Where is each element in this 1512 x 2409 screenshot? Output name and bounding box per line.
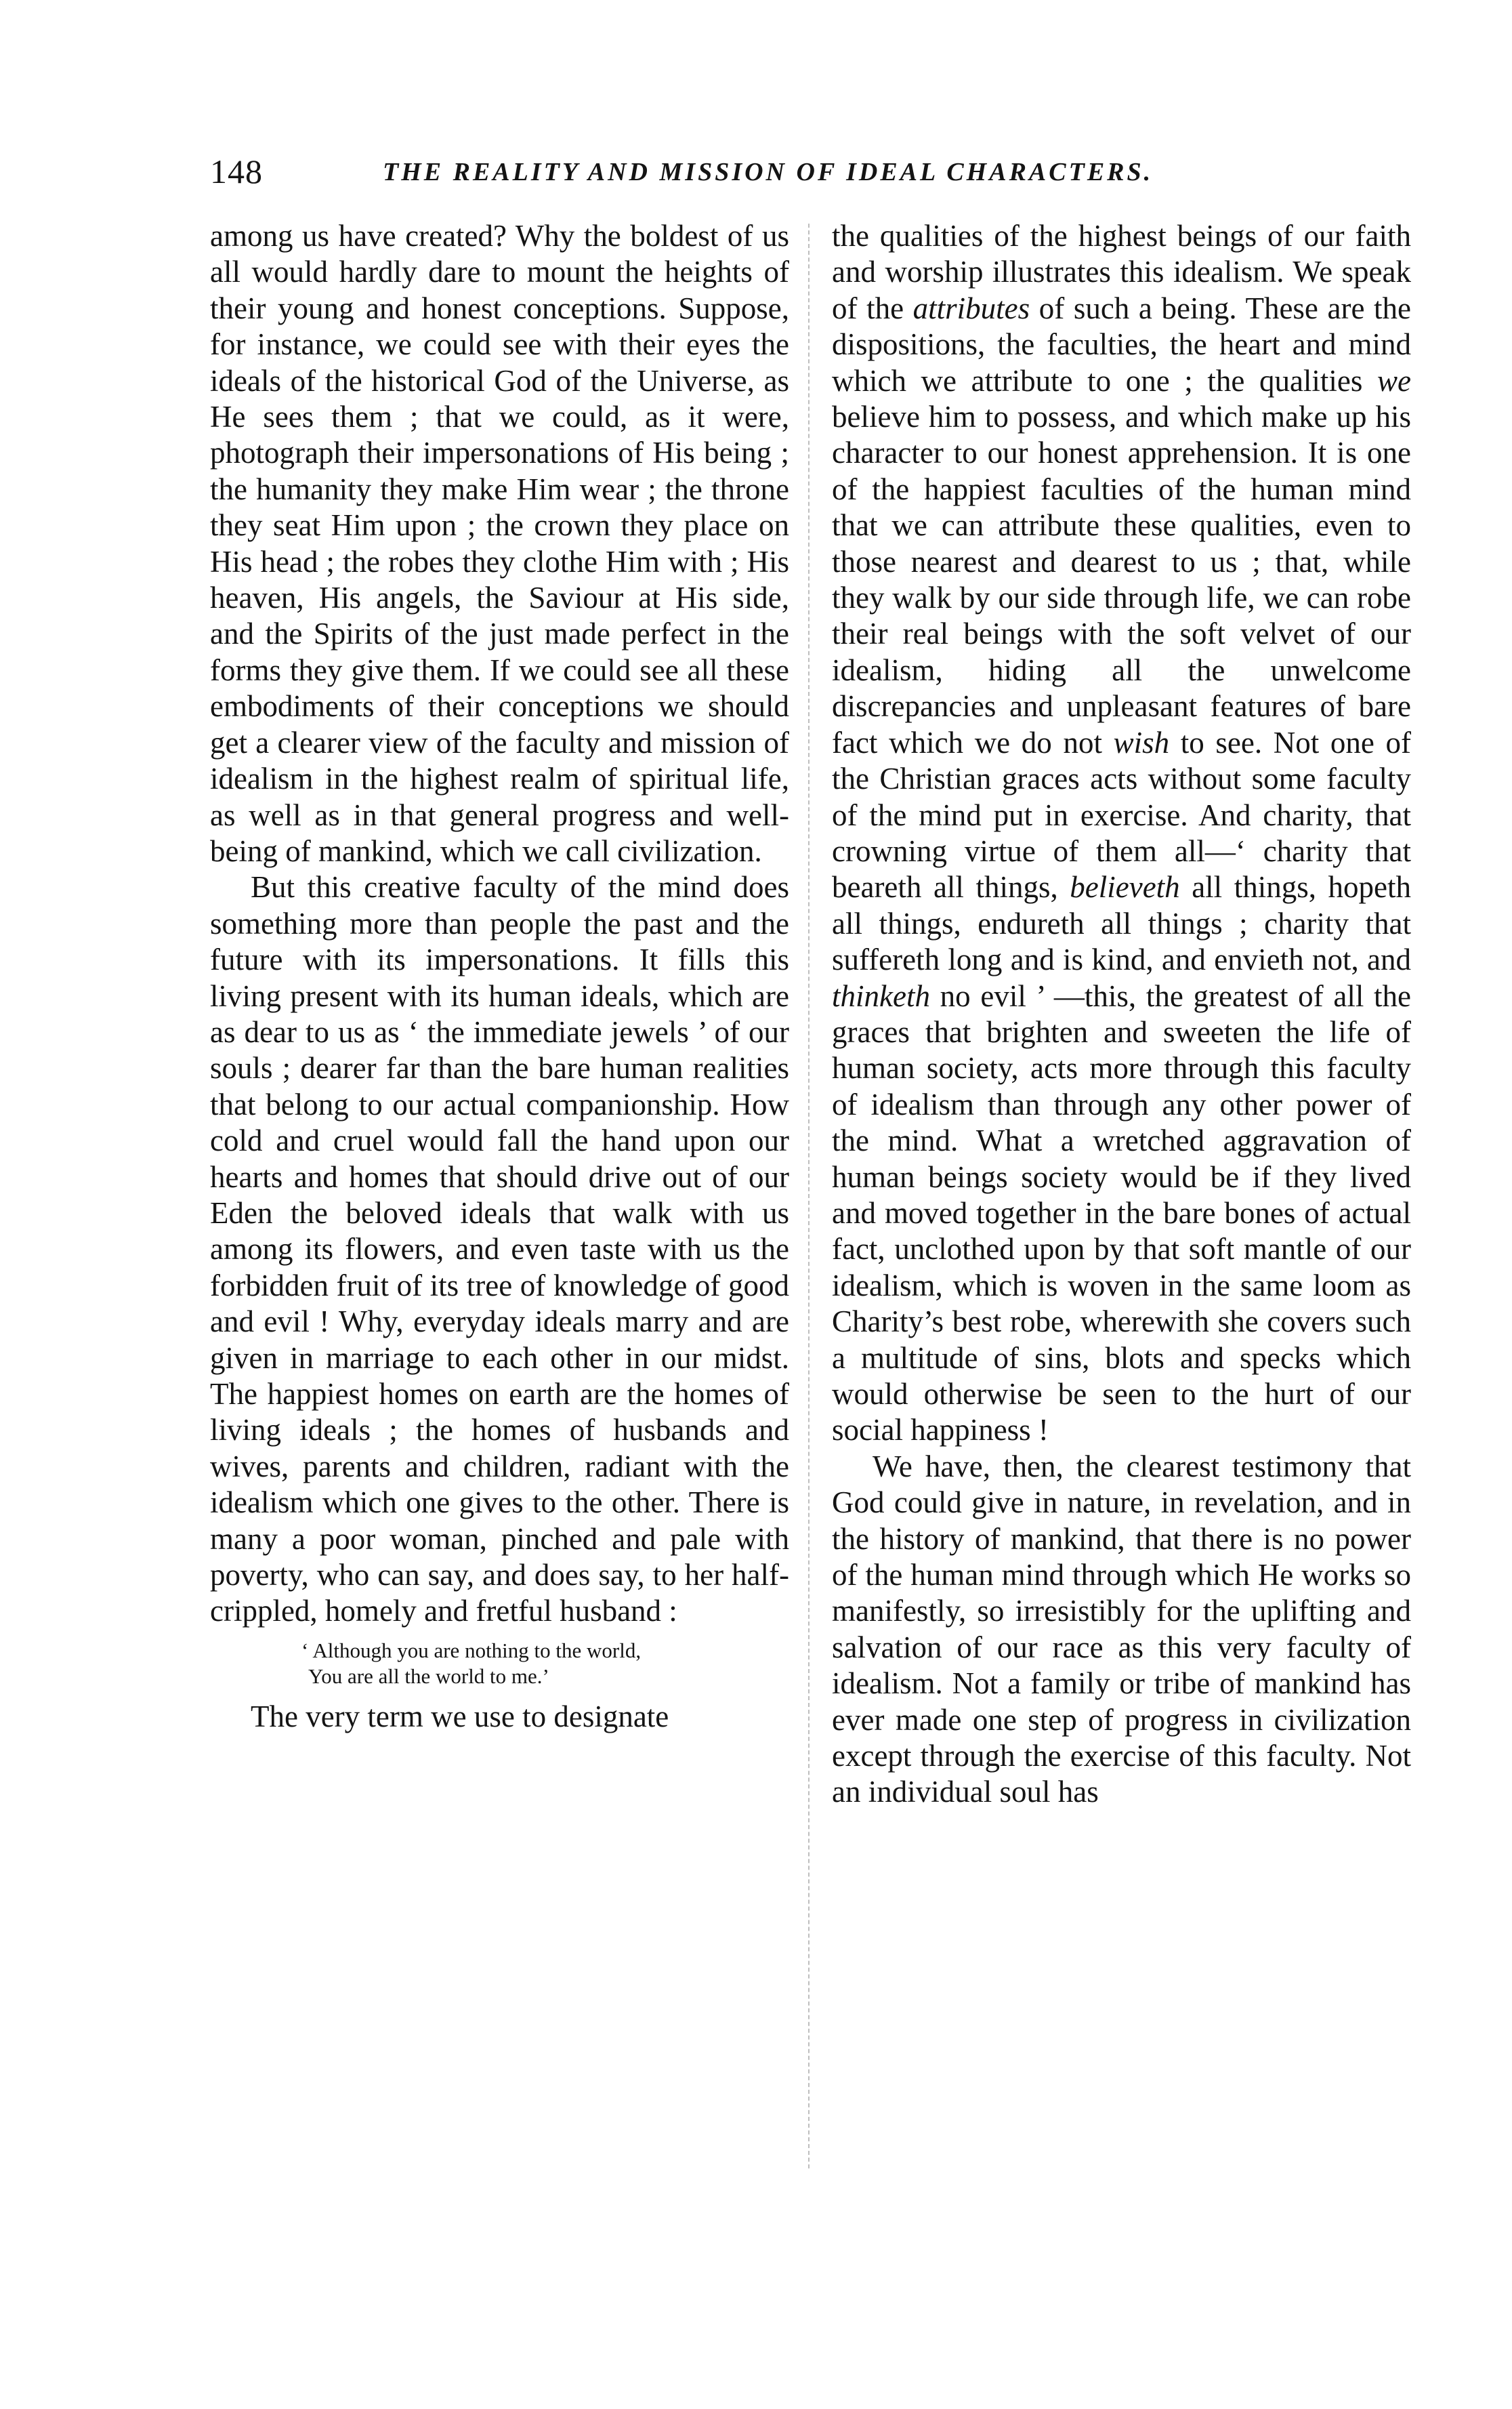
text-run: of such a being. These are the dispositions, the faculties, the heart and mind which we attribute to one ; the qualities <box>832 291 1411 398</box>
right-paragraph-2: We have, then, the clearest testimony that God could give in nature, in revelation, and in the history of mankind, that there is no power of the human mind through which He works so manifestly, so irresistibly for the uplifting and salvation of our race as this very faculty of idealism. Not a family or tribe of mankind has ever made one step of progress in civilization except through the exercise of this faculty. Not an individual soul has <box>832 1449 1411 1809</box>
page-number: 148 <box>210 152 263 190</box>
text-run: all things, hopeth all things, endureth all things ; charity that suffereth long and is kind, and envieth not, and <box>832 870 1411 977</box>
emphasis-believeth: believeth <box>1070 870 1180 905</box>
text-run: to see. Not one of the Christian graces acts without some faculty of the mind put in exercise. And charity, that crowning virtue of them all—‘ charity that beareth all things, <box>832 725 1411 905</box>
text-run: no evil ’ —this, the greatest of all the graces that brighten and sweeten the life of human society, acts more through this faculty of idealism than through any other power of the mind. What a wretched aggravation of human beings society would be if they lived and moved together in the bare bones of actual fact, unclothed upon by that soft mantle of our idealism, which is woven in the same loom as Charity’s best robe, wherewith she covers such a multitude of sins, blots and specks which would otherwise be seen to the hurt of our social happiness ! <box>832 979 1411 1447</box>
left-paragraph-2: But this creative faculty of the mind does something more than people the past and the future with its impersonations. It fills this living present with its human ideals, which are as dear to us as ‘ the immediate jewels ’ of our souls ; dearer far than the bare human realities that belong to our actual companionship. How cold and cruel would fall the hand upon our hearts and homes that should drive out of our Eden the beloved ideals that walk with us among its flowers, and even taste with us the forbidden fruit of its tree of knowledge of good and evil ! Why, everyday ideals marry and are given in marriage to each other in our midst. The happiest homes on earth are the homes of living ideals ; the homes of husbands and wives, parents and children, radiant with the idealism which one gives to the other. There is many a poor woman, pinched and pale with poverty, who can say, and does say, to her half-crippled, homely and fretful husband : <box>210 870 789 1628</box>
emphasis-attributes: attributes <box>912 291 1030 325</box>
emphasis-we: we <box>1377 363 1411 398</box>
verse-quote <box>210 1638 789 1689</box>
text-run: believe him to possess, and which make up his character to our honest apprehension. It is one of the happiest faculties of the human mind that we can attribute these qualities, even to those nearest and dearest to us ; that, while they walk by our side through life, we can robe their real beings with the soft velvet of our idealism, hiding all the unwelcome discrepancies and unpleasant features of bare fact which we do not <box>832 400 1411 760</box>
text-run: the qualities of the highest beings of our faith and worship illustrates this idealism. We speak of the <box>832 219 1411 325</box>
verse-line-2: You are all the world to me.’ <box>308 1664 549 1688</box>
left-paragraph-1: among us have created? Why the boldest of us all would hardly dare to mount the heights of their young and honest conceptions. Suppose, for instance, we could see with their eyes the ideals of the historical God of the Universe, as He sees them ; that we could, as it were, photograph their impersonations of His being ; the humanity they make Him wear ; the throne they seat Him upon ; the crown they place on His head ; the robes they clothe Him with ; His heaven, His angels, the Saviour at His side, and the Spirits of the just made perfect in the forms they give them. If we could see all these embodiments of their conceptions we should get a clearer view of the faculty and mission of idealism in the highest realm of spiritual life, as well as in that general progress and well-being of mankind, which we call civilization. <box>210 219 789 868</box>
column-divider <box>808 224 810 2168</box>
right-paragraph-1 <box>832 218 1411 1449</box>
left-paragraph-3: The very term we use to designate <box>251 1699 669 1733</box>
emphasis-wish: wish <box>1113 725 1170 760</box>
right-column <box>832 218 1411 1811</box>
emphasis-thinketh: thinketh <box>832 979 930 1013</box>
verse-line-1: ‘ Although you are nothing to the world, <box>301 1638 642 1662</box>
running-head: THE REALITY AND MISSION OF IDEAL CHARACTERS. <box>383 158 1154 186</box>
page-header <box>210 148 1307 195</box>
left-column <box>210 218 789 1735</box>
